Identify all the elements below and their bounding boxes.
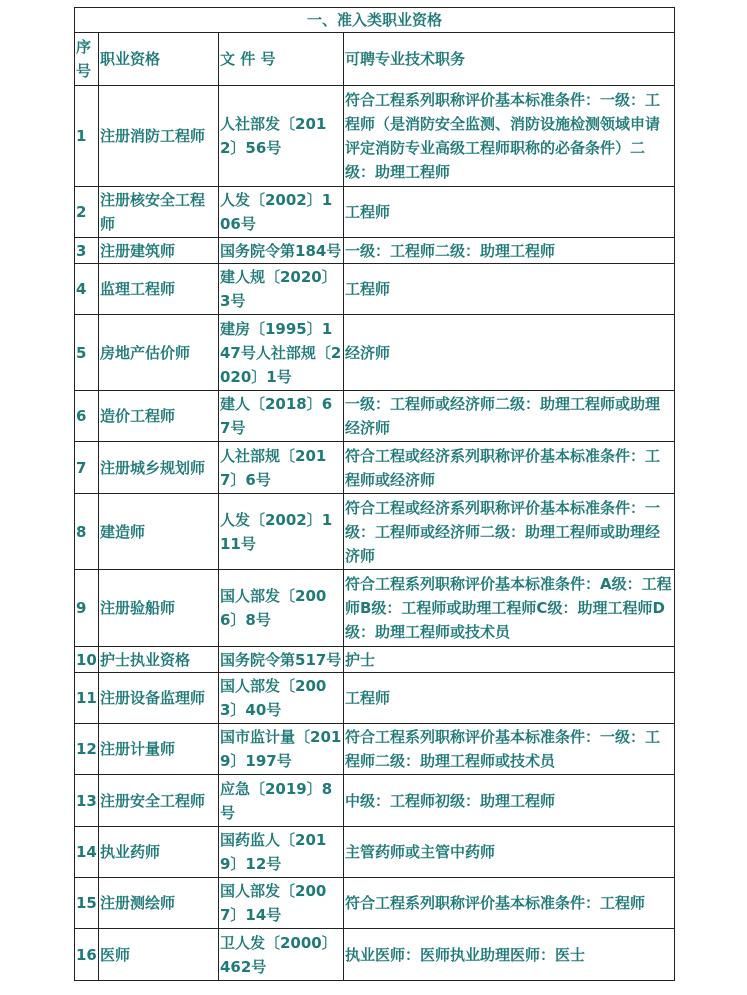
row-positions: 执业医师：医师执业助理医师：医士 (344, 929, 675, 981)
row-qualification: 注册设备监理师 (99, 673, 219, 724)
row-qualification: 注册核安全工程师 (99, 187, 219, 238)
row-positions: 符合工程系列职称评价基本标准条件：A级：工程师B级：工程师或助理工程师C级：助理工程师D级：助理工程师或技术员 (344, 570, 675, 647)
row-qualification: 注册建筑师 (99, 238, 219, 264)
row-document-no: 人发〔2002〕111号 (219, 494, 344, 570)
row-index: 1 (75, 86, 99, 187)
table-row (75, 775, 675, 827)
row-index: 10 (75, 647, 99, 673)
row-positions: 符合工程或经济系列职称评价基本标准条件：工程师或经济师 (344, 442, 675, 494)
row-document-no: 国人部发〔2007〕14号 (219, 878, 344, 929)
table-row (75, 238, 675, 264)
row-positions: 符合工程或经济系列职称评价基本标准条件：一级：工程师或经济师二级：助理工程师或助理经济师 (344, 494, 675, 570)
row-positions: 中级：工程师初级：助理工程师 (344, 775, 675, 827)
row-qualification: 护士执业资格 (99, 647, 219, 673)
row-qualification: 注册测绘师 (99, 878, 219, 929)
row-document-no: 国药监人〔2019〕12号 (219, 827, 344, 878)
row-positions: 一级：工程师或经济师二级：助理工程师或助理经济师 (344, 391, 675, 442)
row-positions: 经济师 (344, 315, 675, 391)
row-positions: 工程师 (344, 187, 675, 238)
table-header-row (75, 33, 675, 86)
row-index: 4 (75, 264, 99, 315)
row-index: 5 (75, 315, 99, 391)
row-positions: 护士 (344, 647, 675, 673)
table-title-row (75, 8, 675, 33)
table-row (75, 570, 675, 647)
row-index: 9 (75, 570, 99, 647)
row-positions: 符合工程系列职称评价基本标准条件：一级：工程师二级：助理工程师或技术员 (344, 724, 675, 775)
row-index: 2 (75, 187, 99, 238)
row-qualification: 注册消防工程师 (99, 86, 219, 187)
row-document-no: 建人〔2018〕67号 (219, 391, 344, 442)
row-document-no: 建人规〔2020〕3号 (219, 264, 344, 315)
row-index: 12 (75, 724, 99, 775)
row-document-no: 国市监计量〔2019〕197号 (219, 724, 344, 775)
table-title: 一、准入类职业资格 (75, 8, 675, 33)
row-index: 6 (75, 391, 99, 442)
table-row (75, 494, 675, 570)
table-row (75, 647, 675, 673)
header-document-no: 文 件 号 (219, 33, 344, 86)
row-index: 13 (75, 775, 99, 827)
row-document-no: 国务院令第517号 (219, 647, 344, 673)
row-qualification: 房地产估价师 (99, 315, 219, 391)
row-document-no: 人社部规〔2017〕6号 (219, 442, 344, 494)
table-row (75, 724, 675, 775)
row-qualification: 注册安全工程师 (99, 775, 219, 827)
row-qualification: 注册城乡规划师 (99, 442, 219, 494)
table-row (75, 391, 675, 442)
row-index: 11 (75, 673, 99, 724)
row-document-no: 建房〔1995〕147号人社部规〔2020〕1号 (219, 315, 344, 391)
row-positions: 工程师 (344, 673, 675, 724)
row-document-no: 人发〔2002〕106号 (219, 187, 344, 238)
row-index: 15 (75, 878, 99, 929)
table-row (75, 929, 675, 981)
row-document-no: 应急〔2019〕8号 (219, 775, 344, 827)
table-row (75, 878, 675, 929)
row-qualification: 注册验船师 (99, 570, 219, 647)
row-index: 14 (75, 827, 99, 878)
qualification-table (74, 7, 675, 981)
row-document-no: 国人部发〔2006〕8号 (219, 570, 344, 647)
row-index: 7 (75, 442, 99, 494)
row-qualification: 监理工程师 (99, 264, 219, 315)
row-index: 3 (75, 238, 99, 264)
table-row (75, 86, 675, 187)
row-index: 16 (75, 929, 99, 981)
row-qualification: 造价工程师 (99, 391, 219, 442)
table-row (75, 264, 675, 315)
row-qualification: 注册计量师 (99, 724, 219, 775)
row-positions: 主管药师或主管中药师 (344, 827, 675, 878)
row-positions: 符合工程系列职称评价基本标准条件：一级：工程师（是消防安全监测、消防设施检测领域申请评定消防专业高级工程师职称的必备条件）二级：助理工程师 (344, 86, 675, 187)
row-document-no: 人社部发〔2012〕56号 (219, 86, 344, 187)
header-positions: 可聘专业技术职务 (344, 33, 675, 86)
header-index: 序号 (75, 33, 99, 86)
table-row (75, 187, 675, 238)
row-qualification: 建造师 (99, 494, 219, 570)
table-row (75, 827, 675, 878)
row-document-no: 国人部发〔2003〕40号 (219, 673, 344, 724)
row-positions: 工程师 (344, 264, 675, 315)
row-document-no: 国务院令第184号 (219, 238, 344, 264)
row-positions: 符合工程系列职称评价基本标准条件：工程师 (344, 878, 675, 929)
header-qualification: 职业资格 (99, 33, 219, 86)
row-qualification: 医师 (99, 929, 219, 981)
table-row (75, 442, 675, 494)
row-positions: 一级：工程师二级：助理工程师 (344, 238, 675, 264)
table-row (75, 315, 675, 391)
row-index: 8 (75, 494, 99, 570)
row-document-no: 卫人发〔2000〕462号 (219, 929, 344, 981)
row-qualification: 执业药师 (99, 827, 219, 878)
table-row (75, 673, 675, 724)
